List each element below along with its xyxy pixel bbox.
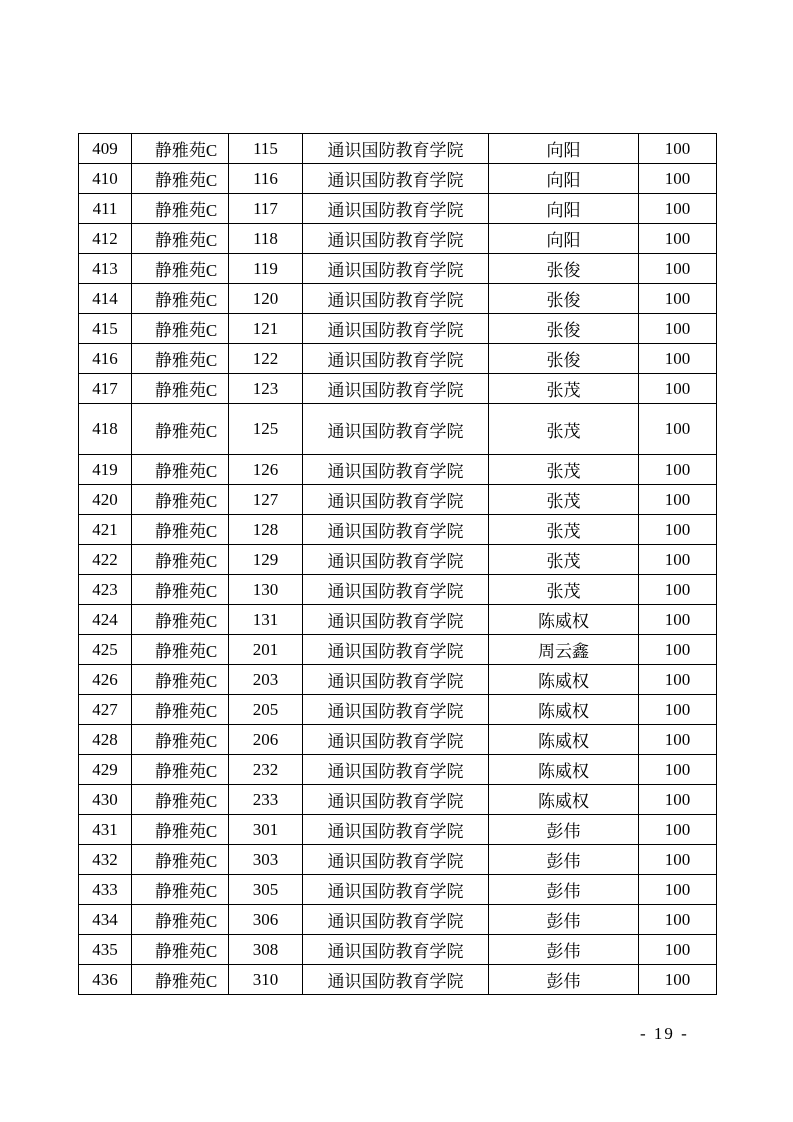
counselor-name: 张茂 — [489, 515, 639, 545]
table-row — [79, 905, 717, 935]
college-name: 通识国防教育学院 — [303, 845, 489, 875]
score: 100 — [639, 344, 717, 374]
counselor-name: 彭伟 — [489, 965, 639, 995]
college-name: 通识国防教育学院 — [303, 605, 489, 635]
table-row — [79, 254, 717, 284]
score: 100 — [639, 635, 717, 665]
college-name: 通识国防教育学院 — [303, 485, 489, 515]
college-name: 通识国防教育学院 — [303, 224, 489, 254]
score: 100 — [639, 374, 717, 404]
room-number: 206 — [229, 725, 303, 755]
counselor-name: 向阳 — [489, 134, 639, 164]
score: 100 — [639, 665, 717, 695]
table-row — [79, 545, 717, 575]
table-row — [79, 344, 717, 374]
counselor-name: 彭伟 — [489, 875, 639, 905]
score: 100 — [639, 845, 717, 875]
room-number: 130 — [229, 575, 303, 605]
score: 100 — [639, 134, 717, 164]
table-row — [79, 314, 717, 344]
score: 100 — [639, 224, 717, 254]
room-number: 116 — [229, 164, 303, 194]
table-row — [79, 374, 717, 404]
college-name: 通识国防教育学院 — [303, 344, 489, 374]
room-number: 305 — [229, 875, 303, 905]
row-index: 420 — [79, 485, 132, 515]
counselor-name: 陈威权 — [489, 695, 639, 725]
table-row — [79, 605, 717, 635]
room-number: 232 — [229, 755, 303, 785]
table-row — [79, 134, 717, 164]
dorm-building: 静雅苑C — [132, 254, 229, 284]
room-number: 115 — [229, 134, 303, 164]
row-index: 417 — [79, 374, 132, 404]
row-index: 411 — [79, 194, 132, 224]
dorm-building: 静雅苑C — [132, 194, 229, 224]
college-name: 通识国防教育学院 — [303, 935, 489, 965]
counselor-name: 张茂 — [489, 485, 639, 515]
score: 100 — [639, 725, 717, 755]
table-row — [79, 455, 717, 485]
table-row — [79, 635, 717, 665]
counselor-name: 彭伟 — [489, 905, 639, 935]
page-number: - 19 - — [640, 1024, 689, 1043]
dorm-building: 静雅苑C — [132, 605, 229, 635]
row-index: 415 — [79, 314, 132, 344]
room-number: 203 — [229, 665, 303, 695]
counselor-name: 张茂 — [489, 404, 639, 455]
row-index: 409 — [79, 134, 132, 164]
college-name: 通识国防教育学院 — [303, 515, 489, 545]
college-name: 通识国防教育学院 — [303, 164, 489, 194]
row-index: 434 — [79, 905, 132, 935]
table-row — [79, 725, 717, 755]
score: 100 — [639, 935, 717, 965]
counselor-name: 彭伟 — [489, 935, 639, 965]
table-row — [79, 785, 717, 815]
score: 100 — [639, 755, 717, 785]
dorm-building: 静雅苑C — [132, 755, 229, 785]
table-body — [79, 134, 717, 995]
table-row — [79, 164, 717, 194]
room-number: 118 — [229, 224, 303, 254]
table-row — [79, 515, 717, 545]
counselor-name: 陈威权 — [489, 725, 639, 755]
score: 100 — [639, 194, 717, 224]
row-index: 419 — [79, 455, 132, 485]
dormitory-score-table — [78, 133, 717, 995]
room-number: 205 — [229, 695, 303, 725]
dorm-building: 静雅苑C — [132, 575, 229, 605]
college-name: 通识国防教育学院 — [303, 905, 489, 935]
row-index: 429 — [79, 755, 132, 785]
college-name: 通识国防教育学院 — [303, 575, 489, 605]
counselor-name: 张茂 — [489, 374, 639, 404]
row-index: 431 — [79, 815, 132, 845]
college-name: 通识国防教育学院 — [303, 134, 489, 164]
college-name: 通识国防教育学院 — [303, 314, 489, 344]
dorm-building: 静雅苑C — [132, 344, 229, 374]
score: 100 — [639, 455, 717, 485]
dorm-building: 静雅苑C — [132, 635, 229, 665]
dorm-building: 静雅苑C — [132, 785, 229, 815]
score: 100 — [639, 785, 717, 815]
score: 100 — [639, 515, 717, 545]
room-number: 201 — [229, 635, 303, 665]
row-index: 423 — [79, 575, 132, 605]
counselor-name: 陈威权 — [489, 665, 639, 695]
score: 100 — [639, 314, 717, 344]
score: 100 — [639, 695, 717, 725]
table-row — [79, 755, 717, 785]
dorm-building: 静雅苑C — [132, 314, 229, 344]
college-name: 通识国防教育学院 — [303, 665, 489, 695]
college-name: 通识国防教育学院 — [303, 725, 489, 755]
room-number: 123 — [229, 374, 303, 404]
dorm-building: 静雅苑C — [132, 965, 229, 995]
dorm-building: 静雅苑C — [132, 485, 229, 515]
row-index: 414 — [79, 284, 132, 314]
dorm-building: 静雅苑C — [132, 284, 229, 314]
row-index: 421 — [79, 515, 132, 545]
table-row — [79, 224, 717, 254]
row-index: 435 — [79, 935, 132, 965]
counselor-name: 张俊 — [489, 314, 639, 344]
room-number: 120 — [229, 284, 303, 314]
counselor-name: 彭伟 — [489, 815, 639, 845]
room-number: 233 — [229, 785, 303, 815]
college-name: 通识国防教育学院 — [303, 965, 489, 995]
room-number: 122 — [229, 344, 303, 374]
college-name: 通识国防教育学院 — [303, 875, 489, 905]
score: 100 — [639, 485, 717, 515]
row-index: 427 — [79, 695, 132, 725]
room-number: 125 — [229, 404, 303, 455]
dorm-building: 静雅苑C — [132, 545, 229, 575]
table-row — [79, 404, 717, 455]
row-index: 436 — [79, 965, 132, 995]
row-index: 425 — [79, 635, 132, 665]
dorm-building: 静雅苑C — [132, 455, 229, 485]
counselor-name: 张茂 — [489, 575, 639, 605]
dorm-building: 静雅苑C — [132, 515, 229, 545]
room-number: 310 — [229, 965, 303, 995]
room-number: 128 — [229, 515, 303, 545]
row-index: 428 — [79, 725, 132, 755]
dorm-building: 静雅苑C — [132, 905, 229, 935]
score: 100 — [639, 875, 717, 905]
score: 100 — [639, 164, 717, 194]
college-name: 通识国防教育学院 — [303, 374, 489, 404]
row-index: 413 — [79, 254, 132, 284]
counselor-name: 陈威权 — [489, 605, 639, 635]
room-number: 119 — [229, 254, 303, 284]
counselor-name: 陈威权 — [489, 785, 639, 815]
room-number: 131 — [229, 605, 303, 635]
dorm-building: 静雅苑C — [132, 224, 229, 254]
room-number: 301 — [229, 815, 303, 845]
table-row — [79, 575, 717, 605]
college-name: 通识国防教育学院 — [303, 194, 489, 224]
table-row — [79, 485, 717, 515]
college-name: 通识国防教育学院 — [303, 785, 489, 815]
counselor-name: 张俊 — [489, 284, 639, 314]
counselor-name: 向阳 — [489, 164, 639, 194]
row-index: 433 — [79, 875, 132, 905]
college-name: 通识国防教育学院 — [303, 635, 489, 665]
college-name: 通识国防教育学院 — [303, 695, 489, 725]
room-number: 117 — [229, 194, 303, 224]
room-number: 306 — [229, 905, 303, 935]
counselor-name: 周云鑫 — [489, 635, 639, 665]
row-index: 430 — [79, 785, 132, 815]
counselor-name: 张俊 — [489, 344, 639, 374]
row-index: 422 — [79, 545, 132, 575]
row-index: 412 — [79, 224, 132, 254]
row-index: 426 — [79, 665, 132, 695]
score: 100 — [639, 815, 717, 845]
table-row — [79, 875, 717, 905]
score: 100 — [639, 254, 717, 284]
college-name: 通识国防教育学院 — [303, 254, 489, 284]
room-number: 129 — [229, 545, 303, 575]
score: 100 — [639, 965, 717, 995]
dorm-building: 静雅苑C — [132, 134, 229, 164]
score: 100 — [639, 284, 717, 314]
college-name: 通识国防教育学院 — [303, 404, 489, 455]
score: 100 — [639, 545, 717, 575]
table-row — [79, 845, 717, 875]
row-index: 410 — [79, 164, 132, 194]
row-index: 432 — [79, 845, 132, 875]
room-number: 126 — [229, 455, 303, 485]
score: 100 — [639, 605, 717, 635]
score: 100 — [639, 404, 717, 455]
row-index: 416 — [79, 344, 132, 374]
table-row — [79, 965, 717, 995]
college-name: 通识国防教育学院 — [303, 755, 489, 785]
dorm-building: 静雅苑C — [132, 725, 229, 755]
score: 100 — [639, 575, 717, 605]
room-number: 127 — [229, 485, 303, 515]
room-number: 121 — [229, 314, 303, 344]
room-number: 303 — [229, 845, 303, 875]
row-index: 418 — [79, 404, 132, 455]
table-row — [79, 284, 717, 314]
counselor-name: 彭伟 — [489, 845, 639, 875]
dorm-building: 静雅苑C — [132, 815, 229, 845]
dorm-building: 静雅苑C — [132, 404, 229, 455]
table-row — [79, 194, 717, 224]
score: 100 — [639, 905, 717, 935]
counselor-name: 张茂 — [489, 545, 639, 575]
dorm-building: 静雅苑C — [132, 695, 229, 725]
dorm-building: 静雅苑C — [132, 845, 229, 875]
college-name: 通识国防教育学院 — [303, 545, 489, 575]
counselor-name: 陈威权 — [489, 755, 639, 785]
dorm-building: 静雅苑C — [132, 164, 229, 194]
table-row — [79, 815, 717, 845]
room-number: 308 — [229, 935, 303, 965]
college-name: 通识国防教育学院 — [303, 455, 489, 485]
counselor-name: 向阳 — [489, 194, 639, 224]
dorm-building: 静雅苑C — [132, 374, 229, 404]
college-name: 通识国防教育学院 — [303, 284, 489, 314]
dorm-building: 静雅苑C — [132, 935, 229, 965]
counselor-name: 向阳 — [489, 224, 639, 254]
table-row — [79, 695, 717, 725]
dorm-building: 静雅苑C — [132, 875, 229, 905]
table-row — [79, 665, 717, 695]
counselor-name: 张茂 — [489, 455, 639, 485]
row-index: 424 — [79, 605, 132, 635]
counselor-name: 张俊 — [489, 254, 639, 284]
college-name: 通识国防教育学院 — [303, 815, 489, 845]
dorm-building: 静雅苑C — [132, 665, 229, 695]
table-row — [79, 935, 717, 965]
